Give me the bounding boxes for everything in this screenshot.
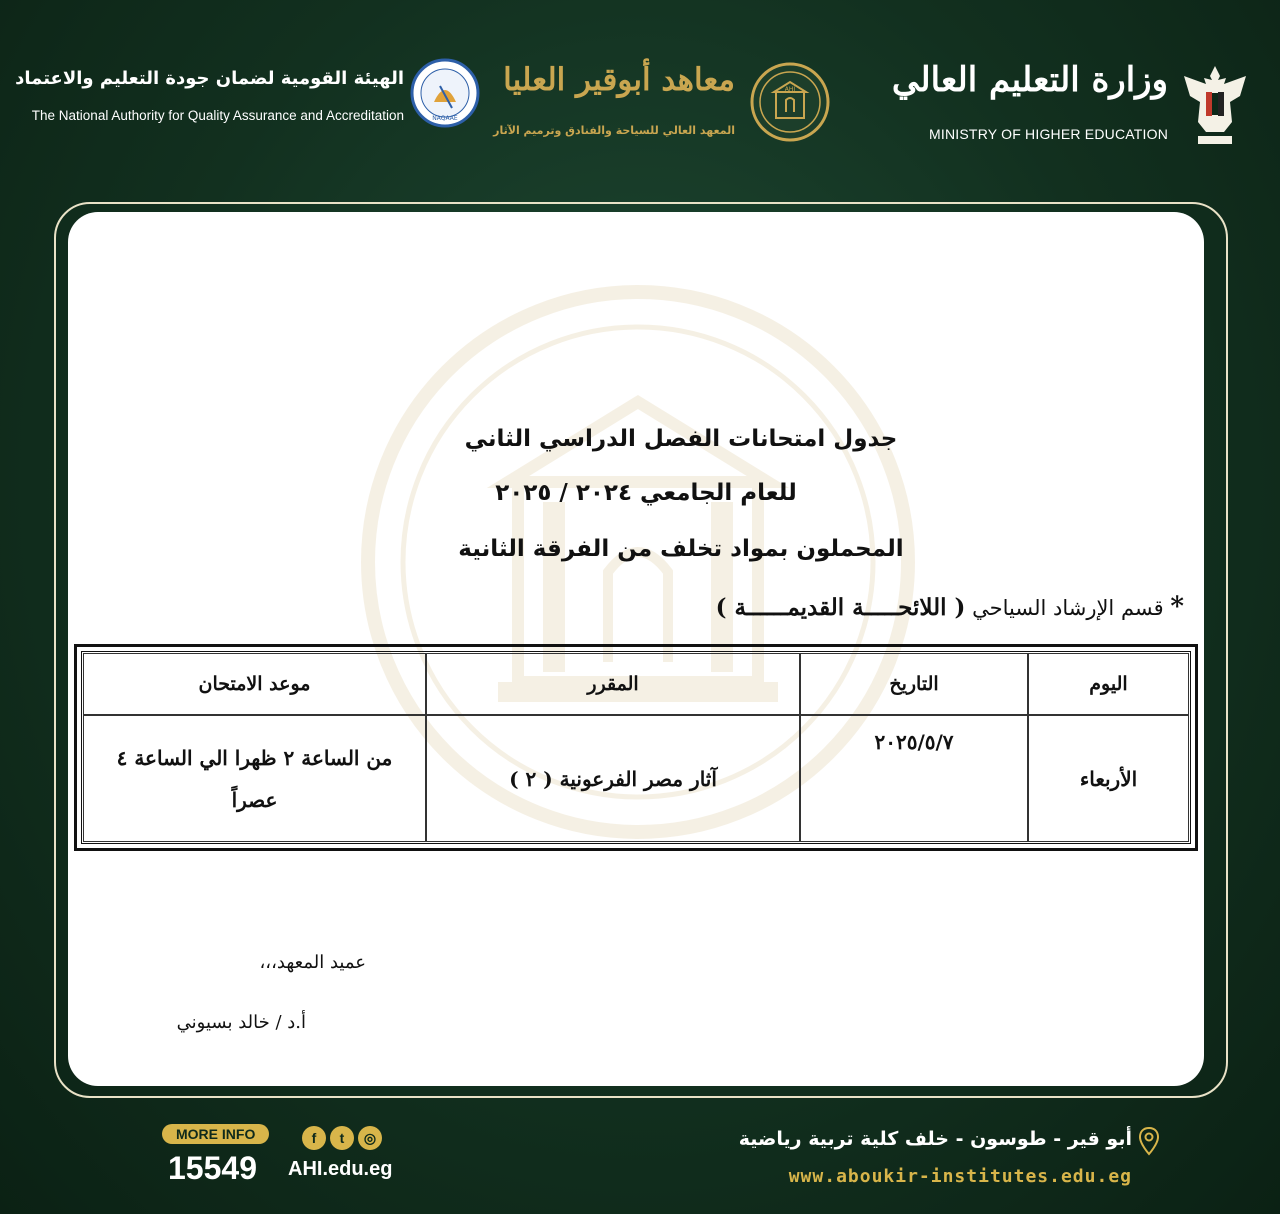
signature-title: عميد المعهد،،، — [259, 952, 366, 973]
ahi-seal-text: AHI — [784, 86, 796, 93]
day-cell: الأربعاء — [1028, 715, 1189, 842]
more-info-badge: MORE INFO — [162, 1124, 269, 1144]
ahi-seal-icon — [750, 62, 830, 142]
header-exam-time: موعد الامتحان — [83, 653, 426, 715]
document-subtitle: المحملون بمواد تخلف من الفرقة الثانية — [458, 536, 904, 562]
authority-name-arabic: الهيئة القومية لضمان جودة التعليم والاعتماد — [15, 68, 404, 89]
academic-year: للعام الجامعي ٢٠٢٤ / ٢٠٢٥ — [495, 480, 797, 506]
instagram-icon[interactable]: ◎ — [358, 1126, 382, 1150]
eagle-emblem-icon — [1180, 62, 1250, 148]
exam-time-line2: عصراً — [231, 787, 278, 812]
website-short-link[interactable]: AHI.edu.eg — [288, 1158, 393, 1180]
asterisk: * — [1170, 592, 1184, 622]
document-title: جدول امتحانات الفصل الدراسي الثاني — [464, 426, 898, 452]
header-course: المقرر — [426, 653, 800, 715]
twitter-icon[interactable]: t — [330, 1126, 354, 1150]
social-links — [302, 1126, 382, 1150]
naqaae-seal-icon — [410, 58, 480, 128]
location-pin-icon — [1138, 1126, 1160, 1156]
header — [0, 0, 1280, 170]
document-card — [68, 212, 1204, 1086]
website-link[interactable]: www.aboukir-institutes.edu.eg — [788, 1166, 1132, 1187]
department-line — [716, 592, 1184, 622]
facebook-icon[interactable]: f — [302, 1126, 326, 1150]
exam-schedule-table — [74, 644, 1198, 851]
institute-name-arabic: معاهد أبوقير العليا — [503, 62, 735, 98]
ministry-logo — [860, 58, 1260, 158]
course-cell: آثار مصر الفرعونية ( ٢ ) — [426, 715, 800, 842]
institute-logo — [490, 62, 735, 152]
address-text: أبو قير - طوسون - خلف كلية تربية رياضية — [738, 1128, 1132, 1150]
authority-name-english: The National Authority for Quality Assurance and Accreditation — [31, 108, 404, 123]
naqaae-seal-text: NAQAAE — [432, 115, 458, 122]
ministry-name-english: MINISTRY OF HIGHER EDUCATION — [929, 126, 1168, 142]
exam-time-line1: من الساعة ٢ ظهرا الي الساعة ٤ — [116, 745, 393, 770]
exam-time-cell — [83, 715, 426, 842]
date-cell: ٢٠٢٥/٥/٧ — [800, 715, 1028, 842]
contact-block — [162, 1124, 269, 1186]
signature-name: أ.د / خالد بسيوني — [176, 1012, 306, 1033]
table-row — [83, 715, 1189, 842]
naqaae-logo — [15, 68, 480, 148]
regulation-label: ( اللائحـــــة القديمــــــة ) — [715, 594, 966, 621]
department-label: قسم الإرشاد السياحي — [972, 596, 1164, 620]
institute-subtitle: المعهد العالي للسياحة والفنادق وترميم الآثار — [493, 124, 735, 137]
ministry-name-arabic: وزارة التعليم العالي — [891, 60, 1168, 100]
hotline-number[interactable]: 15549 — [168, 1150, 257, 1186]
table-header-row — [83, 653, 1189, 715]
header-date: التاريخ — [800, 653, 1028, 715]
header-day: اليوم — [1028, 653, 1189, 715]
